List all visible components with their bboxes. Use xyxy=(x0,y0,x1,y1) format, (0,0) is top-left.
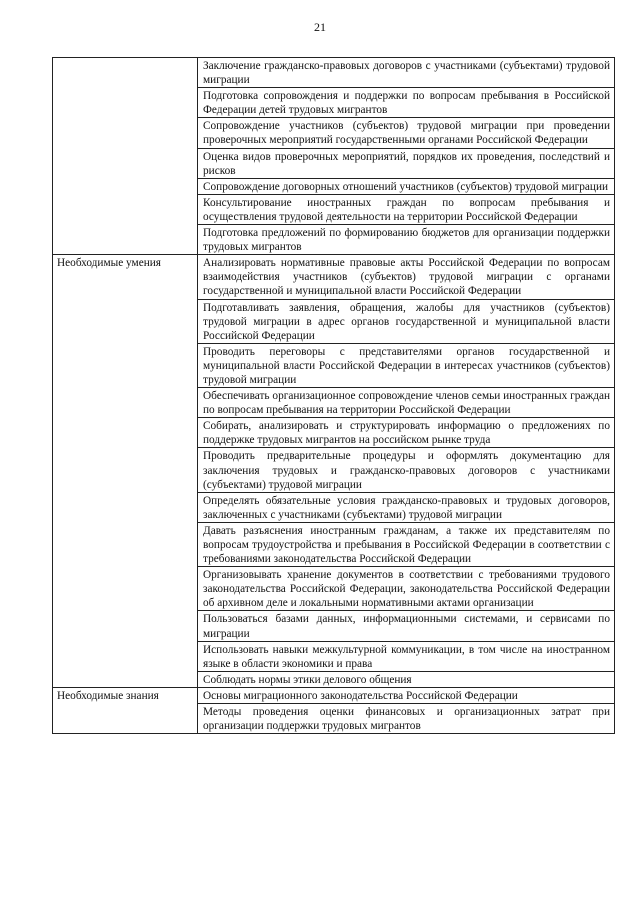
item-cell: Заключение гражданско-правовых договоров с участниками (субъектами) трудовой миграции xyxy=(198,58,615,88)
item-cell: Анализировать нормативные правовые акты Российской Федерации по вопросам взаимодействия участников (субъектов) трудовой миграции с органами государственной и муниципальной власти Российской Федерации xyxy=(198,255,615,299)
table-row xyxy=(53,255,615,299)
table-row xyxy=(53,687,615,703)
item-cell: Собирать, анализировать и структурировать информацию о предложениях по поддержке трудовых мигрантов на российском рынке труда xyxy=(198,418,615,448)
item-cell: Пользоваться базами данных, информационными системами, и сервисами по миграции xyxy=(198,611,615,641)
page-number: 21 xyxy=(314,20,326,34)
item-cell: Методы проведения оценки финансовых и организационных затрат при организации поддержки трудовых мигрантов xyxy=(198,704,615,734)
requirements-table xyxy=(52,57,615,734)
category-cell xyxy=(53,58,198,255)
item-cell: Основы миграционного законодательства Российской Федерации xyxy=(198,687,615,703)
item-cell: Проводить переговоры с представителями органов государственной и муниципальной власти Российской Федерации в интересах участников (субъектов) трудовой миграции xyxy=(198,343,615,387)
item-cell: Подготавливать заявления, обращения, жалобы для участников (субъектов) трудовой миграции в адрес органов государственной и муниципальной власти Российской Федерации xyxy=(198,299,615,343)
item-cell: Организовывать хранение документов в соответствии с требованиями трудового законодательства Российской Федерации, законодательства Российской Федерации об архивном деле и локальными нормативными актами организации xyxy=(198,567,615,611)
item-cell: Определять обязательные условия гражданско-правовых и трудовых договоров, заключенных с участниками (субъектами) трудовой миграции xyxy=(198,492,615,522)
item-cell: Консультирование иностранных граждан по вопросам пребывания и осуществления трудовой деятельности на территории Российской Федерации xyxy=(198,194,615,224)
item-cell: Давать разъяснения иностранным гражданам, а также их представителям по вопросам трудоустройства и пребывания в Российской Федерации в соответствии с требованиями законодательства Российской Федерации xyxy=(198,522,615,566)
table-body xyxy=(53,58,615,734)
item-cell: Обеспечивать организационное сопровождение членов семьи иностранных граждан по вопросам пребывания на территории Российской Федерации xyxy=(198,388,615,418)
item-cell: Подготовка сопровождения и поддержки по вопросам пребывания в Российской Федерации детей трудовых мигрантов xyxy=(198,88,615,118)
item-cell: Соблюдать нормы этики делового общения xyxy=(198,671,615,687)
category-cell: Необходимые знания xyxy=(53,687,198,733)
table-row xyxy=(53,58,615,88)
item-cell: Использовать навыки межкультурной коммуникации, в том числе на иностранном языке в области экономики и права xyxy=(198,641,615,671)
item-cell: Сопровождение договорных отношений участников (субъектов) трудовой миграции xyxy=(198,178,615,194)
item-cell: Оценка видов проверочных мероприятий, порядков их проведения, последствий и рисков xyxy=(198,148,615,178)
item-cell: Проводить предварительные процедуры и оформлять документацию для заключения трудовых и гражданско-правовых договоров с участниками (субъектами) трудовой миграции xyxy=(198,448,615,492)
item-cell: Сопровождение участников (субъектов) трудовой миграции при проведении проверочных мероприятий государственными органами Российской Федерации xyxy=(198,118,615,148)
item-cell: Подготовка предложений по формированию бюджетов для организации поддержки трудовых мигрантов xyxy=(198,225,615,255)
category-cell: Необходимые умения xyxy=(53,255,198,688)
